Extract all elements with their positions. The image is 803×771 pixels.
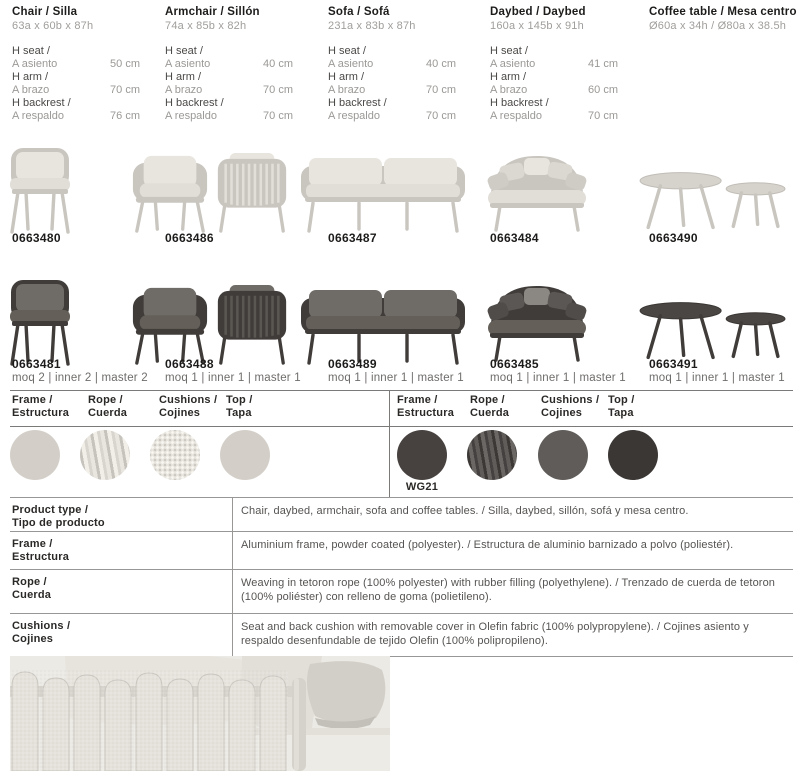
swatch-label-cushions-dark: Cushions / Cojines <box>541 394 600 419</box>
product-dimensions: 231a x 83b x 87h <box>328 20 416 32</box>
product-title: Daybed / Daybed <box>490 6 586 18</box>
swatch-frame-light <box>10 430 60 480</box>
spec-column-coffee-table <box>649 6 797 33</box>
spec-label-es: A brazo <box>490 84 528 96</box>
swatch-label-cushions-light: Cushions / Cojines <box>159 394 218 419</box>
spec-label-en: H seat / <box>490 45 528 57</box>
spec-label-en: H seat / <box>165 45 203 57</box>
spec-label-en: H seat / <box>12 45 50 57</box>
swatch-label-rope-light: Rope / Cuerda <box>88 394 128 419</box>
daybed-image-light <box>479 148 595 234</box>
spec-value: 40 cm <box>426 58 456 70</box>
sku-coffee-table-dark: 0663491 <box>649 357 698 371</box>
spec-column-chair <box>12 6 142 123</box>
sku-chair-light: 0663480 <box>12 231 61 245</box>
spec-value: 50 cm <box>110 58 140 70</box>
row-text: Aluminium frame, powder coated (polyester). / Estructura de aluminio barnizado a polvo (poliestér). <box>232 532 793 569</box>
swatch-rope-light <box>80 430 130 480</box>
product-dimensions: 160a x 145b x 91h <box>490 20 584 32</box>
spec-label-en: H arm / <box>12 71 49 83</box>
swatch-rope-dark <box>467 430 517 480</box>
spec-value: 76 cm <box>110 110 140 122</box>
spec-label-en: H arm / <box>165 71 202 83</box>
spec-label-es: A respaldo <box>165 110 217 122</box>
sku-daybed-light: 0663484 <box>490 231 539 245</box>
product-title: Coffee table / Mesa centro <box>649 6 797 18</box>
spec-value: 70 cm <box>426 84 456 96</box>
swatch-code-wg21: WG21 <box>405 481 439 493</box>
divider-line <box>389 390 390 497</box>
product-title: Sofa / Sofá <box>328 6 390 18</box>
spec-label-en: H backrest / <box>12 97 71 109</box>
spec-column-sofa <box>328 6 458 123</box>
swatch-label-rope-dark: Rope / Cuerda <box>470 394 510 419</box>
moq-chair: moq 2 | inner 2 | master 2 <box>12 372 148 384</box>
weave-detail-photo <box>10 656 390 771</box>
product-dimensions: Ø60a x 34h / Ø80a x 38.5h <box>649 20 787 32</box>
spec-list <box>328 45 458 123</box>
divider-line <box>10 390 793 391</box>
sku-chair-dark: 0663481 <box>12 357 61 371</box>
armchair-front-image-light <box>130 150 210 234</box>
sku-daybed-dark: 0663485 <box>490 357 539 371</box>
coffee-tables-image-light <box>634 168 788 232</box>
row-text: Seat and back cushion with removable cover in Olefin fabric (100% polypropylene). / Cojines asiento y respaldo desenfundable de tejido Olefin (100% polipropileno). <box>232 614 793 656</box>
spec-label-es: A asiento <box>12 58 58 70</box>
spec-label-es: A asiento <box>165 58 211 70</box>
swatch-label-top-light: Top / Tapa <box>226 394 253 419</box>
product-dimensions: 63a x 60b x 87h <box>12 20 94 32</box>
spec-value: 70 cm <box>426 110 456 122</box>
sku-armchair-light: 0663486 <box>165 231 214 245</box>
spec-value: 70 cm <box>110 84 140 96</box>
row-label: Product type / Tipo de producto <box>12 504 105 529</box>
spec-label-en: H arm / <box>490 71 527 83</box>
chair-image-light <box>0 142 82 234</box>
table-row-rope <box>10 569 793 613</box>
spec-value: 70 cm <box>263 84 293 96</box>
spec-list <box>490 45 620 123</box>
spec-label-en: H backrest / <box>328 97 387 109</box>
spec-list <box>165 45 295 123</box>
swatch-top-light <box>220 430 270 480</box>
product-title: Armchair / Sillón <box>165 6 260 18</box>
product-dimensions: 74a x 85b x 82h <box>165 20 247 32</box>
coffee-tables-image-dark <box>634 298 788 362</box>
spec-label-es: A respaldo <box>490 110 542 122</box>
armchair-front-image-dark <box>130 282 210 366</box>
row-label: Rope / Cuerda <box>12 576 52 601</box>
swatch-cushions-dark <box>538 430 588 480</box>
row-text: Chair, daybed, armchair, sofa and coffee tables. / Silla, daybed, sillón, sofá y mesa centro. <box>232 498 793 531</box>
spec-label-es: A asiento <box>490 58 536 70</box>
table-row-product-type <box>10 497 793 531</box>
swatch-label-frame-light: Frame / Estructura <box>12 394 70 419</box>
spec-list <box>12 45 142 123</box>
spec-label-es: A respaldo <box>12 110 64 122</box>
spec-value: 70 cm <box>263 110 293 122</box>
sku-coffee-table-light: 0663490 <box>649 231 698 245</box>
armchair-back-image-light <box>212 150 292 234</box>
sku-sofa-dark: 0663489 <box>328 357 377 371</box>
sofa-image-dark <box>296 285 470 365</box>
table-row-frame <box>10 531 793 569</box>
chair-image-dark <box>0 274 82 366</box>
row-label: Cushions / Cojines <box>12 620 71 645</box>
swatch-top-dark <box>608 430 658 480</box>
spec-label-en: H arm / <box>328 71 365 83</box>
spec-label-en: H seat / <box>328 45 366 57</box>
moq-coffee-table: moq 1 | inner 1 | master 1 <box>649 372 785 384</box>
sku-armchair-dark: 0663488 <box>165 357 214 371</box>
swatch-cushions-light <box>150 430 200 480</box>
moq-daybed: moq 1 | inner 1 | master 1 <box>490 372 626 384</box>
row-text: Weaving in tetoron rope (100% polyester) with rubber filling (polyethylene). / Trenzado de cuerda de tetoron (100% poliéster) con relleno de goma (polietileno). <box>232 570 793 613</box>
moq-armchair: moq 1 | inner 1 | master 1 <box>165 372 301 384</box>
armchair-back-image-dark <box>212 282 292 366</box>
daybed-image-dark <box>479 278 595 364</box>
moq-sofa: moq 1 | inner 1 | master 1 <box>328 372 464 384</box>
swatch-label-frame-dark: Frame / Estructura <box>397 394 455 419</box>
spec-value: 41 cm <box>588 58 618 70</box>
swatch-label-top-dark: Top / Tapa <box>608 394 635 419</box>
spec-label-es: A brazo <box>12 84 50 96</box>
sku-sofa-light: 0663487 <box>328 231 377 245</box>
table-row-cushions <box>10 613 793 657</box>
spec-label-es: A respaldo <box>328 110 380 122</box>
details-table <box>10 497 793 657</box>
spec-column-daybed <box>490 6 620 123</box>
spec-label-en: H backrest / <box>490 97 549 109</box>
spec-label-es: A brazo <box>328 84 366 96</box>
sofa-image-light <box>296 153 470 233</box>
spec-label-es: A asiento <box>328 58 374 70</box>
spec-column-armchair <box>165 6 295 123</box>
divider-line <box>10 426 793 427</box>
spec-label-es: A brazo <box>165 84 203 96</box>
spec-value: 60 cm <box>588 84 618 96</box>
spec-value: 70 cm <box>588 110 618 122</box>
row-label: Frame / Estructura <box>12 538 70 563</box>
spec-label-en: H backrest / <box>165 97 224 109</box>
spec-value: 40 cm <box>263 58 293 70</box>
product-title: Chair / Silla <box>12 6 78 18</box>
swatch-frame-dark <box>397 430 447 480</box>
